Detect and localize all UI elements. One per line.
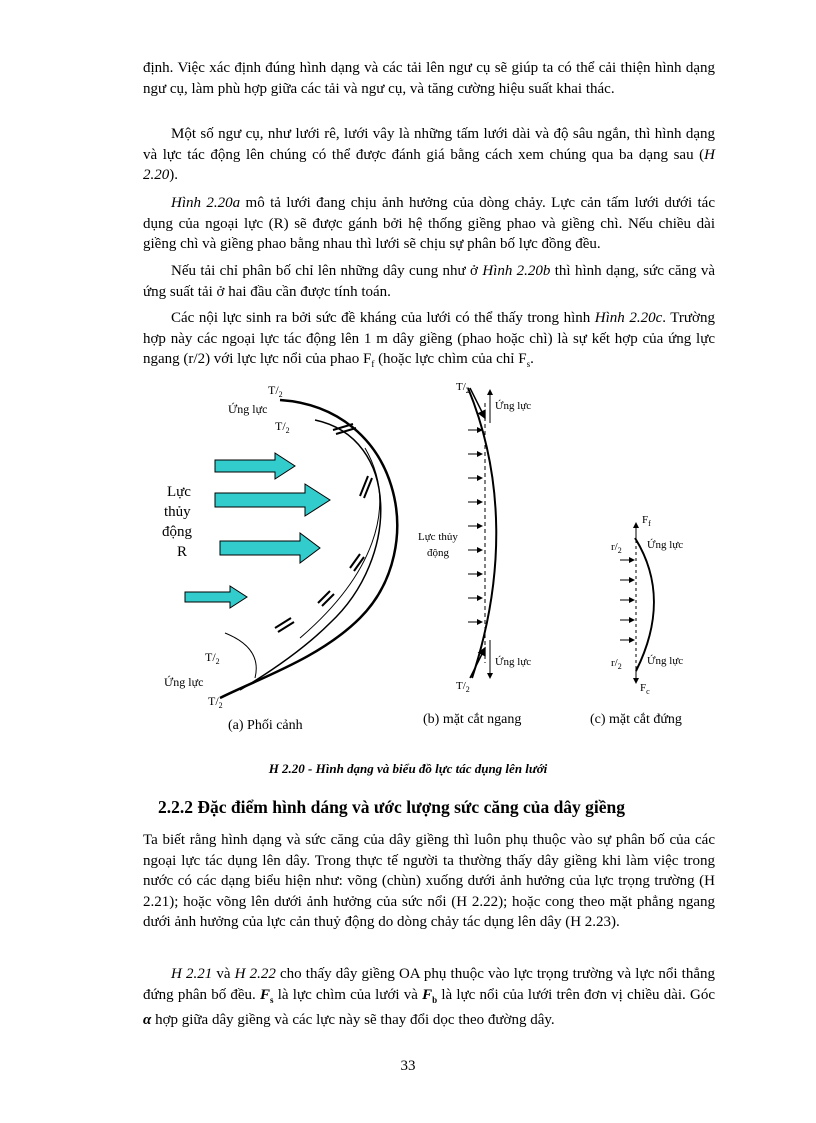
figure-ref: Hình 2.20c <box>594 310 663 326</box>
page-number: 33 <box>400 1058 416 1074</box>
paragraph-2: Một số ngư cụ, như lưới rê, lưới vây là những tấm lưới dài và độ sâu ngắn, thì hình dạng và lực tác động lên chúng có thể được đánh giá bằng cách xem chúng qua ba dạng sau (H 2.20). <box>143 126 715 183</box>
svg-text:r/2: $r/_2$ <box>611 541 622 555</box>
flow-arrows <box>185 453 330 608</box>
figure-ref: H 2.20 <box>143 146 715 183</box>
svg-text:Ff: $F_f$ <box>642 514 651 528</box>
flow-arrow-2 <box>215 484 330 516</box>
label-c: (c) mặt cắt đứng <box>590 712 682 727</box>
net-cross-section <box>418 381 531 727</box>
figure-svg <box>150 378 720 738</box>
svg-text:T/2: $T/_2$ <box>456 381 470 395</box>
paragraph-1: định. Việc xác định đúng hình dạng và các tải lên ngư cụ sẽ giúp ta có thể cải thiện hình dạng ngư cụ, làm phù hợp giữa các tải và ngư cụ, và tăng cường hiệu suất khai thác. <box>143 60 715 97</box>
figure-2-20 <box>150 378 720 738</box>
tension-label-top: Ứng lực <box>228 402 268 416</box>
svg-text:T/2: $T/_2$ <box>275 419 290 435</box>
net-vertical-section <box>590 514 683 727</box>
force-label-2: thủy <box>164 504 191 520</box>
flow-arrow-1 <box>215 453 295 479</box>
paragraph-4: Nếu tải chỉ phân bố chỉ lên những dây cung như ở Hình 2.20b thì hình dạng, sức căng và ứng suất tải ở hai đầu cần được tính toán. <box>143 263 716 300</box>
svg-text:Fc: $F_c$ <box>640 682 650 696</box>
force-label-3: động <box>162 524 192 540</box>
net-perspective <box>162 383 397 733</box>
tension-label-bottom: Ứng lực <box>164 675 204 689</box>
svg-text:Lực thủy: Lực thủy <box>418 531 458 543</box>
paragraph-3: Hình 2.20a mô tả lưới đang chịu ảnh hưởng của dòng chảy. Lực cản tấm lưới dưới tác dụng của ngoại lực (R) sẽ được gánh bởi hệ thống giềng phao và giềng chì. Nếu chiều dài giềng chì và giềng phao bằng nhau thì lưới sẽ chịu sự phân bố lực đồng đều. <box>143 195 715 252</box>
figure-ref: Hình 2.20b <box>482 263 551 279</box>
svg-text:động: động <box>427 547 449 559</box>
figure-caption: H 2.20 - Hình dạng và biểu đồ lực tác dụng lên lưới <box>268 761 548 776</box>
svg-text:T/2: $T/_2$ <box>205 650 220 666</box>
paragraph-6: Ta biết rằng hình dạng và sức căng của dây giềng thì luôn phụ thuộc vào sự phân bố của các ngoại lực tác dụng lên dây. Trong thực tế người ta thường thấy dây giềng khi làm việc trong nước có các dạng biểu hiện như: võng (chùn) xuống dưới ảnh hưởng của lực trọng trường (H 2.21); hoặc võng lên dưới ảnh hưởng của sức nổi (H 2.22); hoặc cong theo mặt phẳng ngang dưới ảnh hưởng của lực cản thuỷ động do dòng chảy tác dụng lên dây (H 2.23). <box>143 832 715 930</box>
svg-text:Ứng lực: Ứng lực <box>647 655 684 667</box>
svg-text:Ứng lực: Ứng lực <box>495 656 532 668</box>
label-a: (a) Phối cảnh <box>228 718 303 733</box>
section-heading: 2.2.2 Đặc điểm hình dáng và ước lượng sức căng của dây giềng <box>158 797 626 817</box>
svg-text:Ứng lực: Ứng lực <box>495 400 532 412</box>
flow-arrow-4 <box>185 586 247 608</box>
label-b: (b) mặt cắt ngang <box>423 712 522 727</box>
paragraph-5: Các nội lực sinh ra bởi sức đề kháng của lưới có thể thấy trong hình Hình 2.20c. Trường hợp này các ngoại lực tác động lên 1 m dây giềng (phao hoặc chì) là sự kết hợp của ứng lực ngang (r/2) với lực lực nổi của phao $F_f$ (hoặc lực chìm của chỉ $F_s$. <box>143 310 715 369</box>
svg-text:Ứng lực: Ứng lực <box>647 539 684 551</box>
force-label-4: R <box>177 544 188 560</box>
force-label-1: Lực <box>167 484 191 500</box>
svg-text:r/2: $r/_2$ <box>611 657 622 671</box>
svg-text:T/2: $T/_2$ <box>268 383 283 399</box>
flow-arrow-3 <box>220 533 320 563</box>
svg-text:T/2: $T/_2$ <box>456 680 470 694</box>
paragraph-7: H 2.21 và H 2.22 cho thấy dây giềng OA phụ thuộc vào lực trọng trường và lực nổi thẳng đứng phân bố đều. $F_s$ là lực chìm của lưới và $F_b$ là lực nổi của lưới trên đơn vị chiều dài. Góc α hợp giữa dây giềng và các lực này sẽ thay đổi dọc theo đường dây. <box>143 966 715 1028</box>
figure-ref: Hình 2.20a <box>171 195 241 211</box>
svg-text:T/2: $T/_2$ <box>208 694 223 710</box>
